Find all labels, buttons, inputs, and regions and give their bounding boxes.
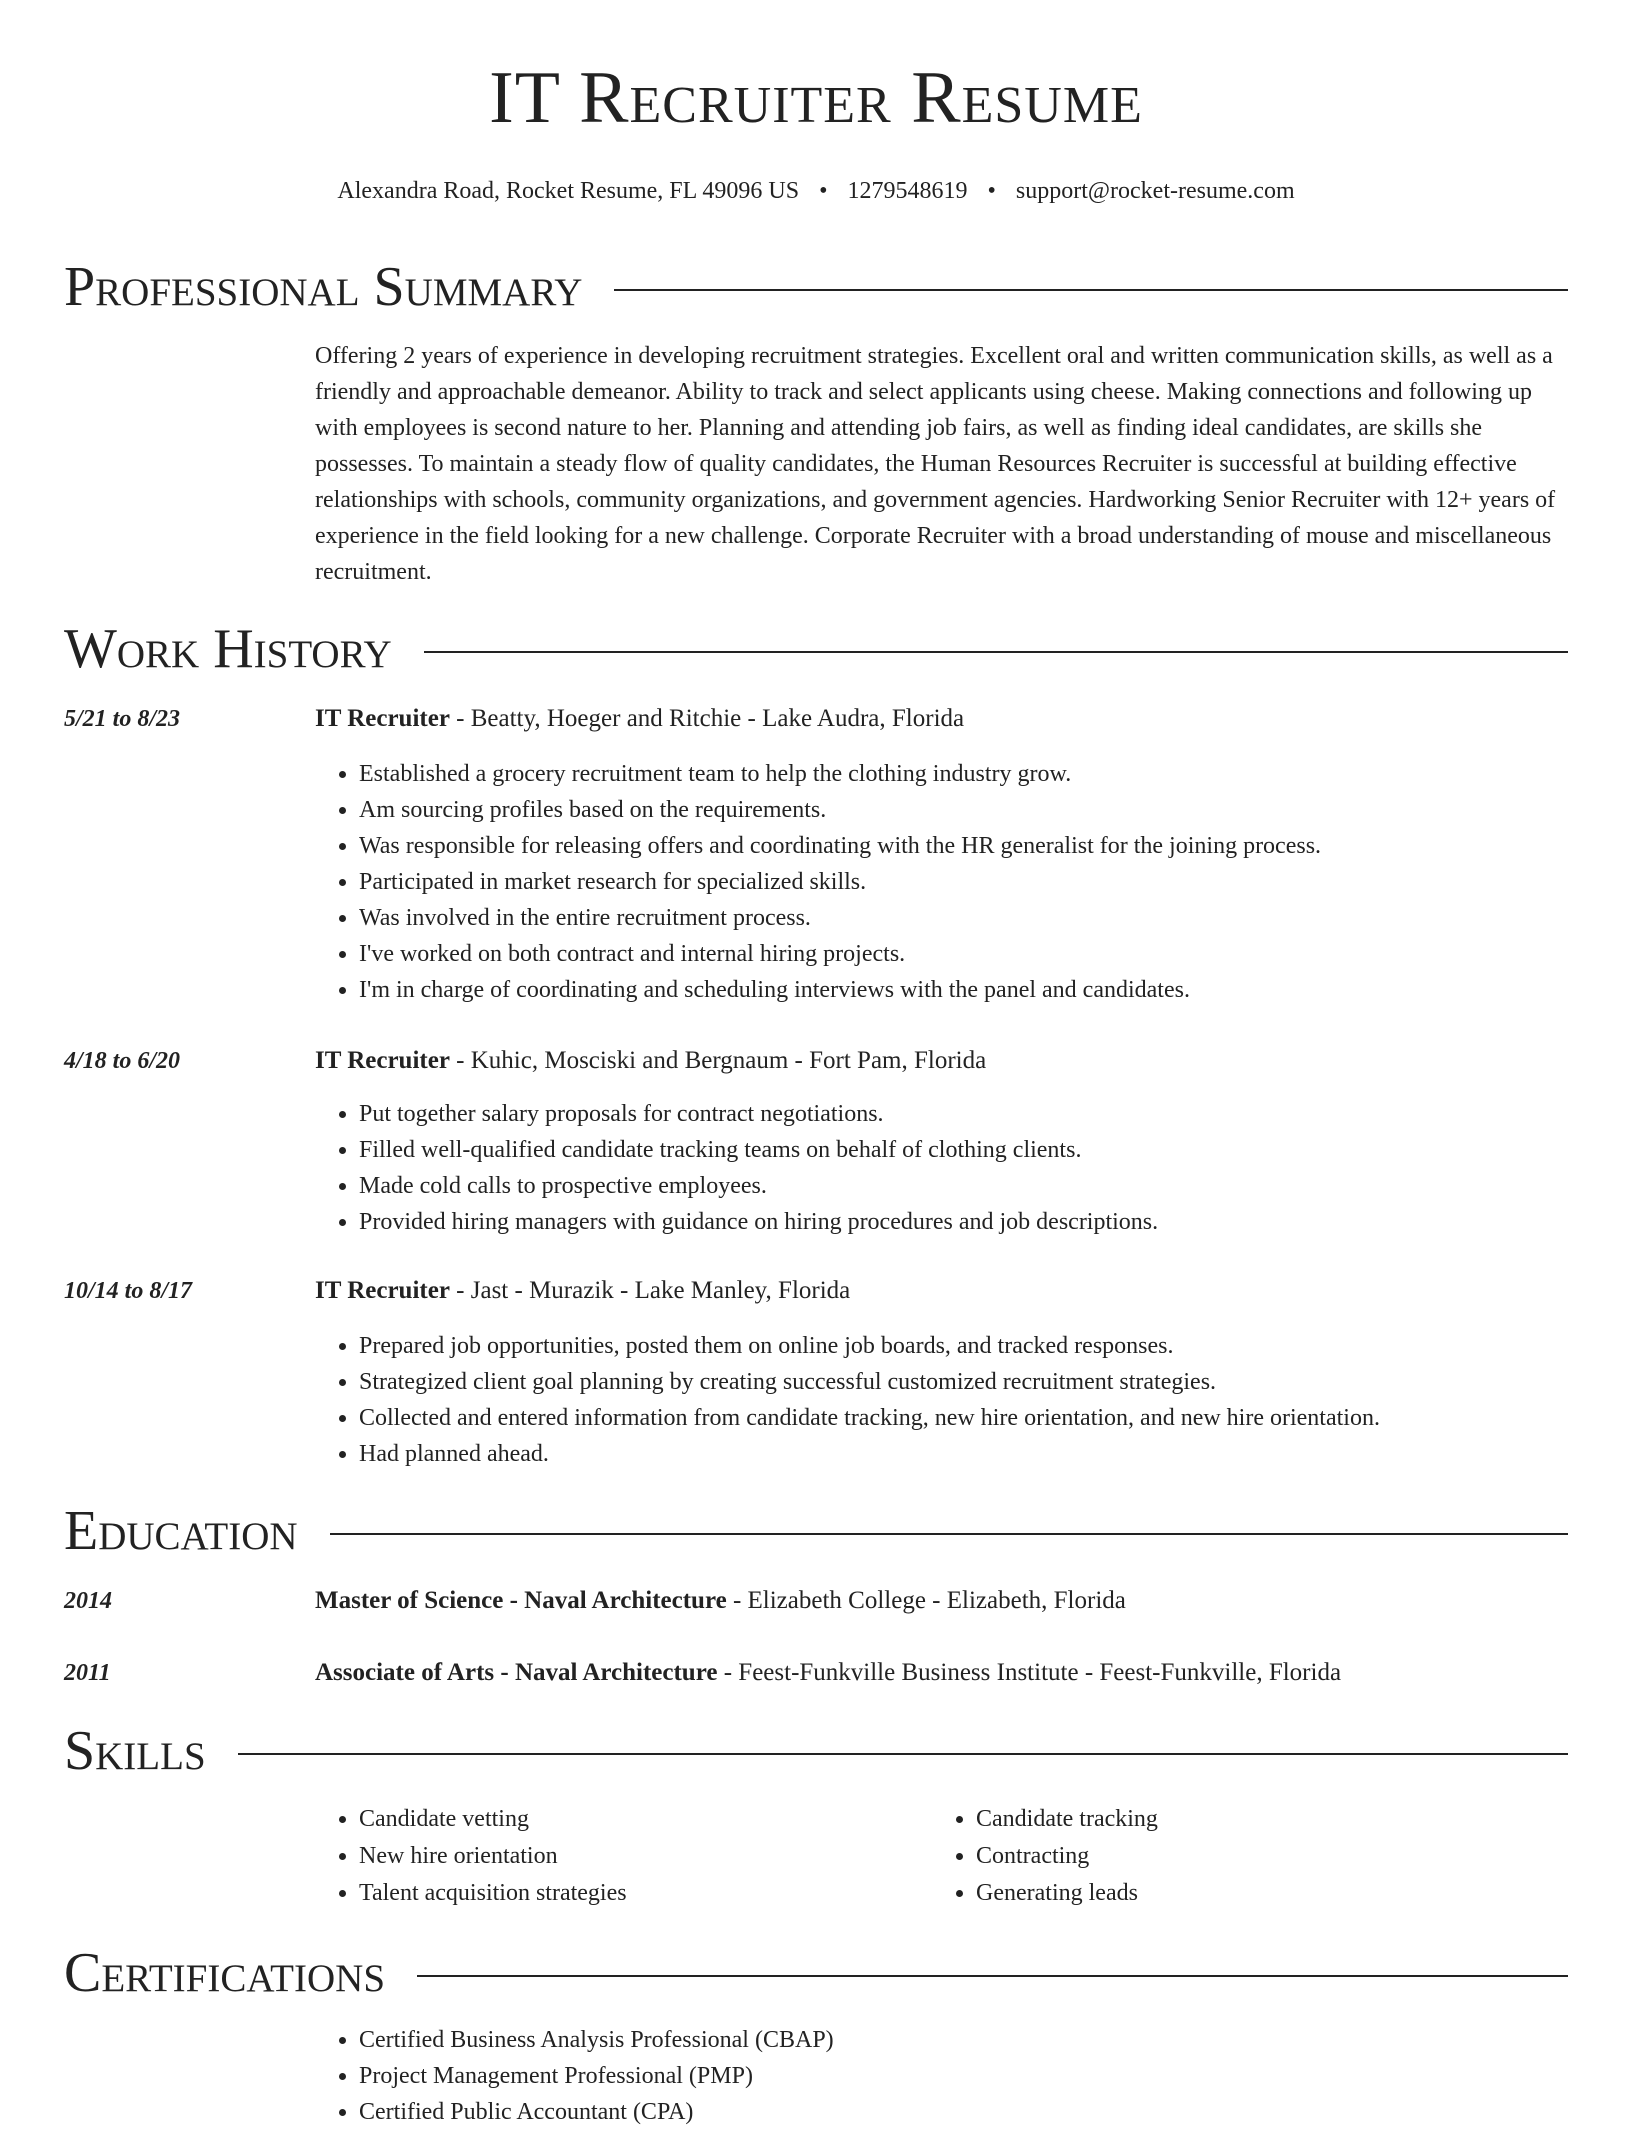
section-header-summary: [64, 252, 1568, 322]
list-item: • Had planned ahead.: [359, 1436, 1380, 1472]
job-bullets: [315, 1328, 1380, 1472]
skill-item: • Generating leads: [976, 1875, 1158, 1912]
section-title-summary: Professional Summary: [64, 256, 583, 318]
section-title-education: Education: [64, 1500, 298, 1562]
certification-item: • Certified Public Accountant (CPA): [359, 2094, 834, 2130]
section-divider: [330, 1533, 1568, 1535]
job-heading: [315, 1044, 986, 1078]
skill-item: • Contracting: [976, 1838, 1158, 1875]
list-item: • Participated in market research for specialized skills.: [359, 864, 1321, 900]
contact-email[interactable]: support@rocket-resume.com: [1015, 178, 1295, 204]
job-details: - Jast - Murazik - Lake Manley, Florida: [449, 1277, 851, 1304]
job-dates: 10/14 to 8/17: [64, 1278, 193, 1304]
job-details: - Kuhic, Mosciski and Bergnaum - Fort Pam, Florida: [449, 1047, 987, 1074]
education-details: - Feest-Funkville Business Institute - Feest-Funkville, Florida: [717, 1659, 1342, 1686]
summary-text: Offering 2 years of experience in developing recruitment strategies. Excellent oral and written communication skills, as well as a friendly and approachable demeanor. Ability to track and select applicants using cheese. Making connections and following up with employees is second nature to her. Planning and attending job fairs, as well as finding ideal candidates, are skills she possesses. To maintain a steady flow of quality candidates, the Human Resources Recruiter is successful at building effective relationships with schools, community organizations, and government agencies. Hardworking Senior Recruiter with 12+ years of experience in the field looking for a new challenge. Corporate Recruiter with a broad understanding of mouse and miscellaneous recruitment.: [315, 343, 1556, 585]
list-item: • Provided hiring managers with guidance on hiring procedures and job descriptions.: [359, 1204, 1158, 1240]
section-divider: [417, 1975, 1568, 1977]
education-entry: [315, 1584, 1126, 1618]
job-heading: [315, 1274, 850, 1308]
certifications-list: [315, 2022, 834, 2130]
section-divider: [614, 289, 1568, 291]
skill-item: • New hire orientation: [359, 1838, 627, 1875]
section-header-work: [64, 614, 1568, 684]
section-divider: [238, 1753, 1568, 1755]
job-title: IT Recruiter: [315, 1047, 450, 1074]
contact-separator: •: [987, 178, 996, 204]
list-item: • Put together salary proposals for contract negotiations.: [359, 1096, 1158, 1132]
list-item: • I've worked on both contract and internal hiring projects.: [359, 936, 1321, 972]
job-heading: [315, 702, 964, 736]
skills-list-left: [315, 1801, 627, 1912]
section-title-certifications: Certifications: [64, 1942, 386, 2004]
education-entry: [315, 1656, 1341, 1690]
job-bullets: [315, 1096, 1158, 1240]
certification-item: • Project Management Professional (PMP): [359, 2058, 834, 2094]
skill-item: • Talent acquisition strategies: [359, 1875, 627, 1912]
contact-phone: 1279548619: [847, 178, 968, 204]
contact-address: Alexandra Road, Rocket Resume, FL 49096 US: [337, 178, 800, 204]
list-item: • Filled well-qualified candidate tracking teams on behalf of clothing clients.: [359, 1132, 1158, 1168]
resume-title: IT Recruiter Resume: [489, 57, 1143, 139]
skill-item: • Candidate vetting: [359, 1801, 627, 1838]
list-item: • Strategized client goal planning by creating successful customized recruitment strategies.: [359, 1364, 1380, 1400]
education-degree: Master of Science - Naval Architecture: [315, 1587, 727, 1614]
contact-line: [0, 175, 1632, 207]
job-dates: 4/18 to 6/20: [64, 1048, 181, 1074]
section-title-work: Work History: [64, 618, 392, 680]
contact-separator: •: [819, 178, 828, 204]
list-item: • Made cold calls to prospective employees.: [359, 1168, 1158, 1204]
list-item: • Was involved in the entire recruitment process.: [359, 900, 1321, 936]
job-bullets: [315, 756, 1321, 1008]
job-title: IT Recruiter: [315, 705, 450, 732]
education-year: 2014: [64, 1588, 112, 1614]
education-details: - Elizabeth College - Elizabeth, Florida: [726, 1587, 1126, 1614]
list-item: • Established a grocery recruitment team to help the clothing industry grow.: [359, 756, 1321, 792]
section-header-certifications: [64, 1938, 1568, 2008]
skill-item: • Candidate tracking: [976, 1801, 1158, 1838]
list-item: • Prepared job opportunities, posted them on online job boards, and tracked responses.: [359, 1328, 1380, 1364]
list-item: • Collected and entered information from candidate tracking, new hire orientation, and new hire orientation.: [359, 1400, 1380, 1436]
job-dates: 5/21 to 8/23: [64, 706, 181, 732]
certification-item: • Certified Business Analysis Professional (CBAP): [359, 2022, 834, 2058]
list-item: • Am sourcing profiles based on the requirements.: [359, 792, 1321, 828]
section-title-skills: Skills: [64, 1720, 206, 1782]
job-title: IT Recruiter: [315, 1277, 450, 1304]
job-details: - Beatty, Hoeger and Ritchie - Lake Audra, Florida: [449, 705, 965, 732]
section-header-education: [64, 1496, 1568, 1566]
list-item: • I'm in charge of coordinating and scheduling interviews with the panel and candidates.: [359, 972, 1321, 1008]
section-header-skills: [64, 1716, 1568, 1786]
section-divider: [424, 651, 1568, 653]
skills-list-right: [932, 1801, 1158, 1912]
education-degree: Associate of Arts - Naval Architecture: [315, 1659, 718, 1686]
list-item: • Was responsible for releasing offers and coordinating with the HR generalist for the joining process.: [359, 828, 1321, 864]
education-year: 2011: [64, 1660, 111, 1686]
